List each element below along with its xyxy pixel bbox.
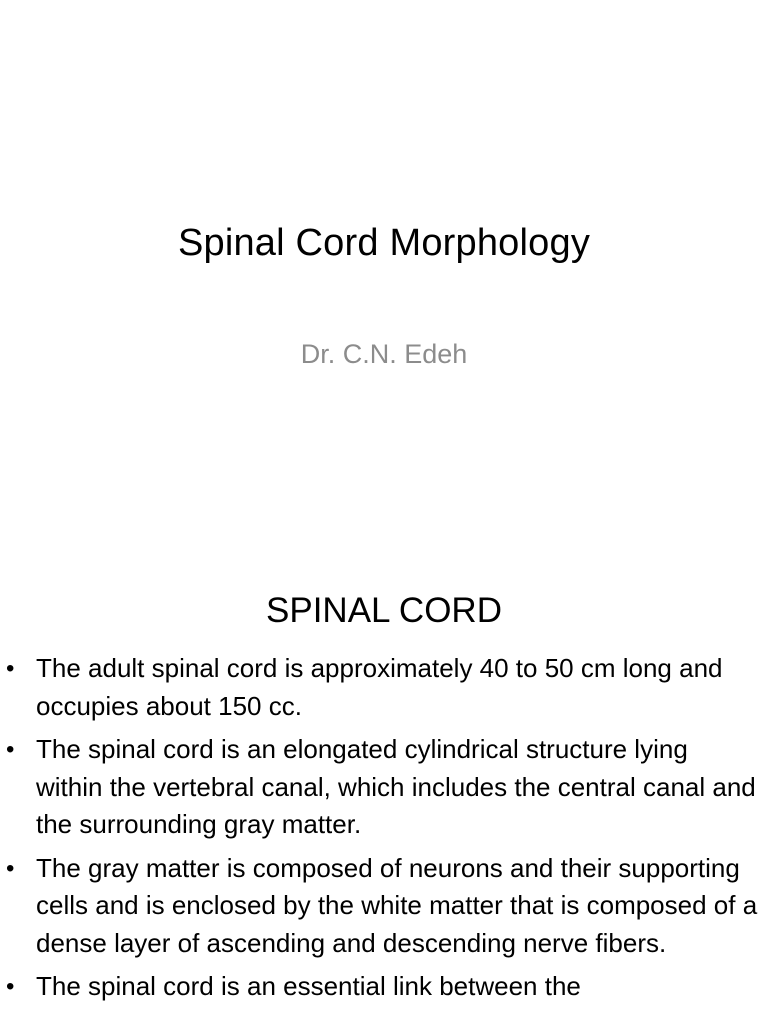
- bullet-item: [0, 650, 768, 725]
- content-slide: [0, 560, 768, 1024]
- bullet-text: The spinal cord is an elongated cylindrical structure lying within the vertebral canal, which includes the central canal and the surrounding gray matter.: [36, 734, 756, 839]
- bullet-text: The spinal cord is an essential link between the: [36, 971, 581, 1001]
- bullet-text: The gray matter is composed of neurons and their supporting cells and is enclosed by the white matter that is composed of a dense layer of ascending and descending nerve fibers.: [36, 852, 758, 958]
- bullet-text: The adult spinal cord is approximately 40 to 50 cm long and occupies about 150 cc.: [36, 653, 723, 721]
- slide-title: Spinal Cord Morphology: [177, 222, 591, 264]
- bullet-icon: •: [6, 736, 15, 763]
- bullet-list: [0, 650, 768, 1012]
- bullet-item: [0, 850, 768, 963]
- bullet-icon: •: [6, 973, 15, 1000]
- slide-subtitle: Dr. C.N. Edeh: [300, 339, 468, 369]
- bullet-icon: •: [6, 854, 15, 882]
- bullet-item: [0, 731, 768, 844]
- slide-heading: SPINAL CORD: [266, 591, 502, 630]
- bullet-item: [0, 968, 768, 1006]
- bullet-icon: •: [6, 655, 15, 682]
